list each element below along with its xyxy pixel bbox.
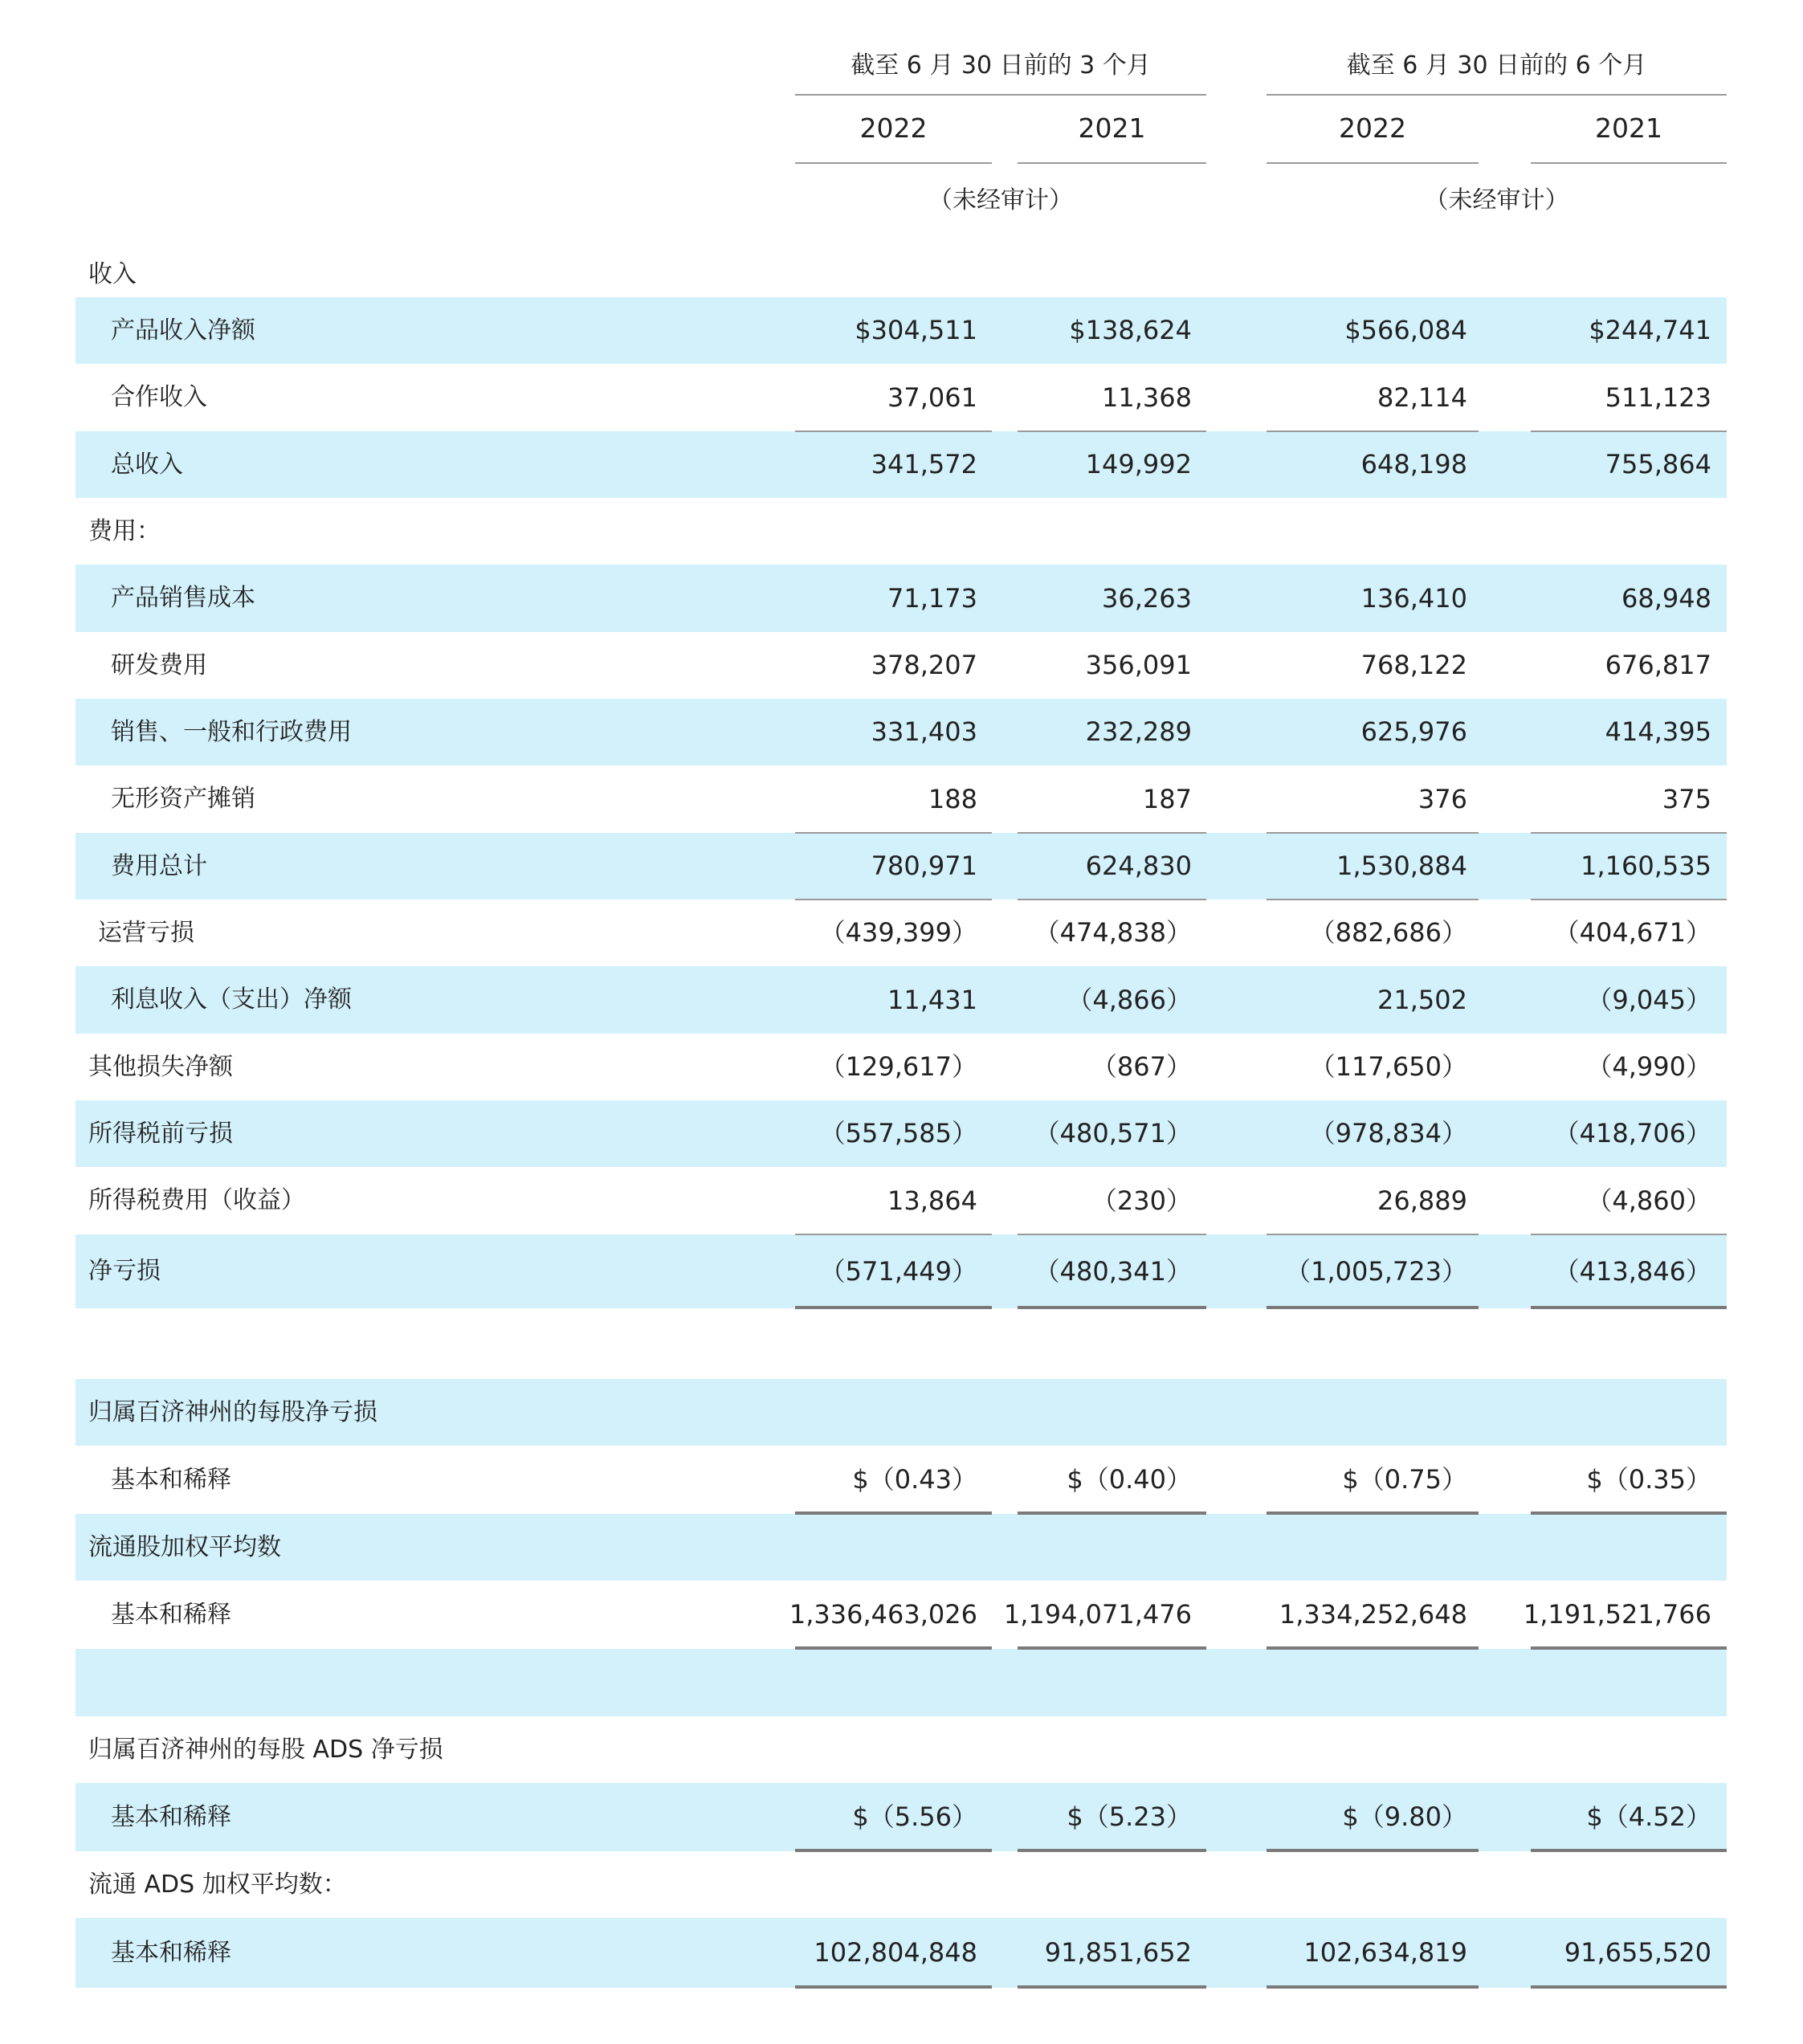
row-label: 净亏损 <box>88 1257 161 1285</box>
row-label: 收入 <box>88 260 137 288</box>
row-eps-basic-diluted <box>75 1446 1727 1514</box>
row-label: 费用总计 <box>111 852 207 880</box>
cell-amortization-col3: 376 <box>1418 784 1467 814</box>
row-label: 基本和稀释 <box>111 1803 231 1831</box>
underline-total-expenses-col3 <box>1267 899 1479 900</box>
cell-product-revenue-net-col2: $138,624 <box>1069 315 1192 345</box>
underline-amortization-col3 <box>1267 832 1479 834</box>
year-6m-2022: 2022 <box>1339 112 1406 144</box>
cell-collaboration-revenue-col2: 11,368 <box>1102 382 1192 413</box>
cell-shares-basic-diluted-col2: 1,194,071,476 <box>1003 1599 1192 1630</box>
underline-net-loss-col1 <box>795 1306 992 1309</box>
row-label: 销售、一般和行政费用 <box>111 718 352 746</box>
cell-interest-income-net-col2: （4,866） <box>1067 985 1192 1015</box>
row-shares-basic-diluted <box>75 1581 1727 1649</box>
underline-shares-basic-diluted-col2 <box>1018 1646 1206 1650</box>
cell-other-loss-net-col2: （867） <box>1091 1051 1192 1082</box>
row-label: 基本和稀释 <box>111 1939 231 1967</box>
row-label: 利息收入（支出）净额 <box>111 985 352 1014</box>
row-sga-expense <box>75 699 1727 765</box>
unaudited-6m: （未经审计） <box>1424 186 1569 214</box>
row-label: 无形资产摊销 <box>111 785 255 813</box>
cell-amortization-col1: 188 <box>928 784 977 814</box>
row-label: 费用： <box>88 517 161 545</box>
row-label: 流通 ADS 加权平均数： <box>88 1871 347 1899</box>
cell-interest-income-net-col3: 21,502 <box>1377 985 1467 1015</box>
period-3m-rule <box>795 94 1206 96</box>
row-net-loss <box>75 1234 1727 1308</box>
row-collaboration-revenue <box>75 364 1727 431</box>
cell-income-tax-col2: （230） <box>1091 1185 1192 1216</box>
cell-collaboration-revenue-col3: 82,114 <box>1377 382 1467 413</box>
cell-sga-expense-col2: 232,289 <box>1085 716 1192 747</box>
row-label: 流通股加权平均数 <box>88 1533 281 1561</box>
cell-eps-basic-diluted-col4: $（0.35） <box>1586 1464 1711 1495</box>
cell-other-loss-net-col3: （117,650） <box>1309 1051 1467 1082</box>
cell-interest-income-net-col1: 11,431 <box>887 985 977 1015</box>
cell-total-expenses-col1: 780,971 <box>871 851 977 881</box>
cell-operating-loss-col3: （882,686） <box>1309 917 1467 948</box>
cell-product-revenue-net-col1: $304,511 <box>855 315 977 345</box>
year-3m-2021: 2021 <box>1078 112 1146 144</box>
underline-total-expenses-col1 <box>795 899 992 900</box>
period-6m-rule <box>1267 94 1727 96</box>
underline-amortization-col1 <box>795 832 992 834</box>
underline-total-expenses-col2 <box>1018 899 1206 900</box>
cell-shares-basic-diluted-col3: 1,334,252,648 <box>1279 1599 1467 1630</box>
year-6m-2021-rule <box>1531 162 1727 164</box>
cell-cost-of-sales-col2: 36,263 <box>1102 583 1192 614</box>
row-label: 归属百济神州的每股 ADS 净亏损 <box>88 1736 443 1764</box>
row-label: 归属百济神州的每股净亏损 <box>88 1398 377 1426</box>
cell-total-revenue-col1: 341,572 <box>871 449 977 479</box>
cell-cost-of-sales-col1: 71,173 <box>887 583 977 614</box>
cell-total-expenses-col2: 624,830 <box>1085 851 1192 881</box>
row-label: 所得税前亏损 <box>88 1120 233 1148</box>
underline-income-tax-col4 <box>1531 1234 1727 1235</box>
row-total-revenue <box>75 431 1727 498</box>
row-ads-basic-diluted <box>75 1918 1727 1988</box>
underline-ads-basic-diluted-col1 <box>795 1985 992 1989</box>
cell-amortization-col4: 375 <box>1662 784 1711 814</box>
cell-amortization-col2: 187 <box>1142 784 1192 814</box>
underline-ads-basic-diluted-col2 <box>1018 1985 1206 1989</box>
underline-shares-basic-diluted-col1 <box>795 1646 992 1650</box>
cell-operating-loss-col4: （404,671） <box>1553 917 1711 948</box>
cell-income-tax-col1: 13,864 <box>887 1185 977 1216</box>
cell-other-loss-net-col4: （4,990） <box>1586 1051 1711 1082</box>
row-total-expenses <box>75 833 1727 900</box>
cell-ads-eps-basic-diluted-col3: $（9.80） <box>1342 1801 1467 1832</box>
cell-collaboration-revenue-col4: 511,123 <box>1605 382 1711 413</box>
cell-total-expenses-col4: 1,160,535 <box>1581 851 1711 881</box>
row-label: 总收入 <box>111 451 183 479</box>
period-3m-header: 截至 6 月 30 日前的 3 个月 <box>851 51 1151 80</box>
cell-sga-expense-col3: 625,976 <box>1360 716 1467 747</box>
underline-collaboration-revenue-col1 <box>795 430 992 432</box>
underline-eps-basic-diluted-col3 <box>1267 1512 1479 1515</box>
underline-collaboration-revenue-col3 <box>1267 430 1479 432</box>
row-product-revenue-net <box>75 297 1727 364</box>
underline-total-expenses-col4 <box>1531 899 1727 900</box>
cell-product-revenue-net-col3: $566,084 <box>1344 315 1467 345</box>
cell-total-revenue-col2: 149,992 <box>1085 449 1192 479</box>
cell-eps-basic-diluted-col1: $（0.43） <box>852 1464 977 1495</box>
row-ads-eps-basic-diluted <box>75 1783 1727 1851</box>
cell-rd-expense-col3: 768,122 <box>1360 650 1467 680</box>
row-shares-heading <box>75 1514 1727 1581</box>
cell-total-expenses-col3: 1,530,884 <box>1336 851 1467 881</box>
cell-ads-eps-basic-diluted-col1: $（5.56） <box>852 1801 977 1832</box>
underline-shares-basic-diluted-col4 <box>1531 1646 1727 1650</box>
cell-operating-loss-col1: （439,399） <box>819 917 977 948</box>
row-spacer-2 <box>75 1649 1727 1716</box>
row-rd-expense <box>75 632 1727 699</box>
cell-eps-basic-diluted-col3: $（0.75） <box>1342 1464 1467 1495</box>
row-income-tax <box>75 1167 1727 1234</box>
underline-amortization-col4 <box>1531 832 1727 834</box>
cell-loss-before-tax-col4: （418,706） <box>1553 1118 1711 1148</box>
cell-cost-of-sales-col4: 68,948 <box>1621 583 1711 614</box>
row-label: 所得税费用（收益） <box>88 1186 305 1214</box>
period-6m-header: 截至 6 月 30 日前的 6 个月 <box>1346 51 1647 80</box>
underline-eps-basic-diluted-col1 <box>795 1512 992 1515</box>
cell-operating-loss-col2: （474,838） <box>1034 917 1192 948</box>
cell-interest-income-net-col4: （9,045） <box>1586 985 1711 1015</box>
cell-net-loss-col2: （480,341） <box>1034 1256 1192 1287</box>
cell-sga-expense-col1: 331,403 <box>871 716 977 747</box>
cell-rd-expense-col4: 676,817 <box>1605 650 1711 680</box>
underline-ads-eps-basic-diluted-col1 <box>795 1849 992 1852</box>
year-6m-2021: 2021 <box>1595 112 1662 144</box>
row-spacer-1 <box>75 1311 1727 1377</box>
row-label: 合作收入 <box>111 383 207 411</box>
cell-total-revenue-col3: 648,198 <box>1360 449 1467 479</box>
year-3m-2022: 2022 <box>859 112 928 144</box>
row-cost-of-sales <box>75 565 1727 632</box>
underline-ads-eps-basic-diluted-col2 <box>1018 1849 1206 1852</box>
row-other-loss-net <box>75 1034 1727 1100</box>
cell-income-tax-col3: 26,889 <box>1377 1185 1467 1216</box>
underline-collaboration-revenue-col2 <box>1018 430 1206 432</box>
row-interest-income-net <box>75 966 1727 1034</box>
year-6m-2022-rule <box>1267 162 1479 164</box>
cell-sga-expense-col4: 414,395 <box>1605 716 1711 747</box>
underline-shares-basic-diluted-col3 <box>1267 1646 1479 1650</box>
underline-income-tax-col1 <box>795 1234 992 1235</box>
underline-collaboration-revenue-col4 <box>1531 430 1727 432</box>
underline-net-loss-col2 <box>1018 1306 1206 1309</box>
cell-loss-before-tax-col1: （557,585） <box>819 1118 977 1148</box>
cell-eps-basic-diluted-col2: $（0.40） <box>1067 1464 1192 1495</box>
underline-net-loss-col4 <box>1531 1306 1727 1309</box>
row-label: 基本和稀释 <box>111 1601 231 1629</box>
cell-ads-eps-basic-diluted-col4: $（4.52） <box>1586 1801 1711 1832</box>
row-label: 研发费用 <box>111 651 207 679</box>
row-label: 产品销售成本 <box>111 584 255 612</box>
underline-amortization-col2 <box>1018 832 1206 834</box>
underline-eps-basic-diluted-col2 <box>1018 1512 1206 1515</box>
cell-net-loss-col4: （413,846） <box>1553 1256 1711 1287</box>
cell-ads-basic-diluted-col4: 91,655,520 <box>1564 1937 1711 1968</box>
underline-ads-eps-basic-diluted-col3 <box>1267 1849 1479 1852</box>
year-3m-2021-rule <box>1018 162 1206 164</box>
cell-cost-of-sales-col3: 136,410 <box>1360 583 1467 614</box>
row-loss-before-tax <box>75 1100 1727 1167</box>
cell-total-revenue-col4: 755,864 <box>1605 449 1711 479</box>
underline-ads-basic-diluted-col3 <box>1267 1985 1479 1989</box>
underline-income-tax-col3 <box>1267 1234 1479 1235</box>
row-expenses-heading <box>75 498 1727 565</box>
cell-ads-eps-basic-diluted-col2: $（5.23） <box>1067 1801 1192 1832</box>
cell-product-revenue-net-col4: $244,741 <box>1589 315 1711 345</box>
cell-shares-basic-diluted-col4: 1,191,521,766 <box>1523 1599 1711 1630</box>
row-label: 产品收入净额 <box>111 316 255 345</box>
row-ads-heading <box>75 1851 1727 1918</box>
underline-net-loss-col3 <box>1267 1306 1479 1309</box>
cell-ads-basic-diluted-col3: 102,634,819 <box>1303 1937 1467 1968</box>
cell-rd-expense-col1: 378,207 <box>871 650 977 680</box>
row-label: 运营亏损 <box>98 919 194 947</box>
row-amortization <box>75 765 1727 833</box>
year-3m-2022-rule <box>795 162 992 164</box>
cell-shares-basic-diluted-col1: 1,336,463,026 <box>789 1599 977 1630</box>
cell-loss-before-tax-col3: （978,834） <box>1309 1118 1467 1148</box>
cell-other-loss-net-col1: （129,617） <box>819 1051 977 1082</box>
underline-eps-basic-diluted-col4 <box>1531 1512 1727 1515</box>
cell-loss-before-tax-col2: （480,571） <box>1034 1118 1192 1148</box>
unaudited-3m: （未经审计） <box>928 186 1073 214</box>
cell-collaboration-revenue-col1: 37,061 <box>887 382 977 413</box>
underline-ads-basic-diluted-col4 <box>1531 1985 1727 1989</box>
cell-ads-basic-diluted-col1: 102,804,848 <box>814 1937 977 1968</box>
cell-net-loss-col1: （571,449） <box>819 1256 977 1287</box>
row-label: 基本和稀释 <box>111 1466 231 1494</box>
underline-ads-eps-basic-diluted-col4 <box>1531 1849 1727 1852</box>
underline-income-tax-col2 <box>1018 1234 1206 1235</box>
cell-rd-expense-col2: 356,091 <box>1085 650 1192 680</box>
row-operating-loss <box>75 900 1727 966</box>
row-ads-eps-heading <box>75 1716 1727 1783</box>
row-label: 其他损失净额 <box>88 1053 233 1081</box>
cell-net-loss-col3: （1,005,723） <box>1285 1256 1467 1287</box>
row-eps-heading <box>75 1379 1727 1446</box>
cell-ads-basic-diluted-col2: 91,851,652 <box>1044 1937 1192 1968</box>
cell-income-tax-col4: （4,860） <box>1586 1185 1711 1216</box>
